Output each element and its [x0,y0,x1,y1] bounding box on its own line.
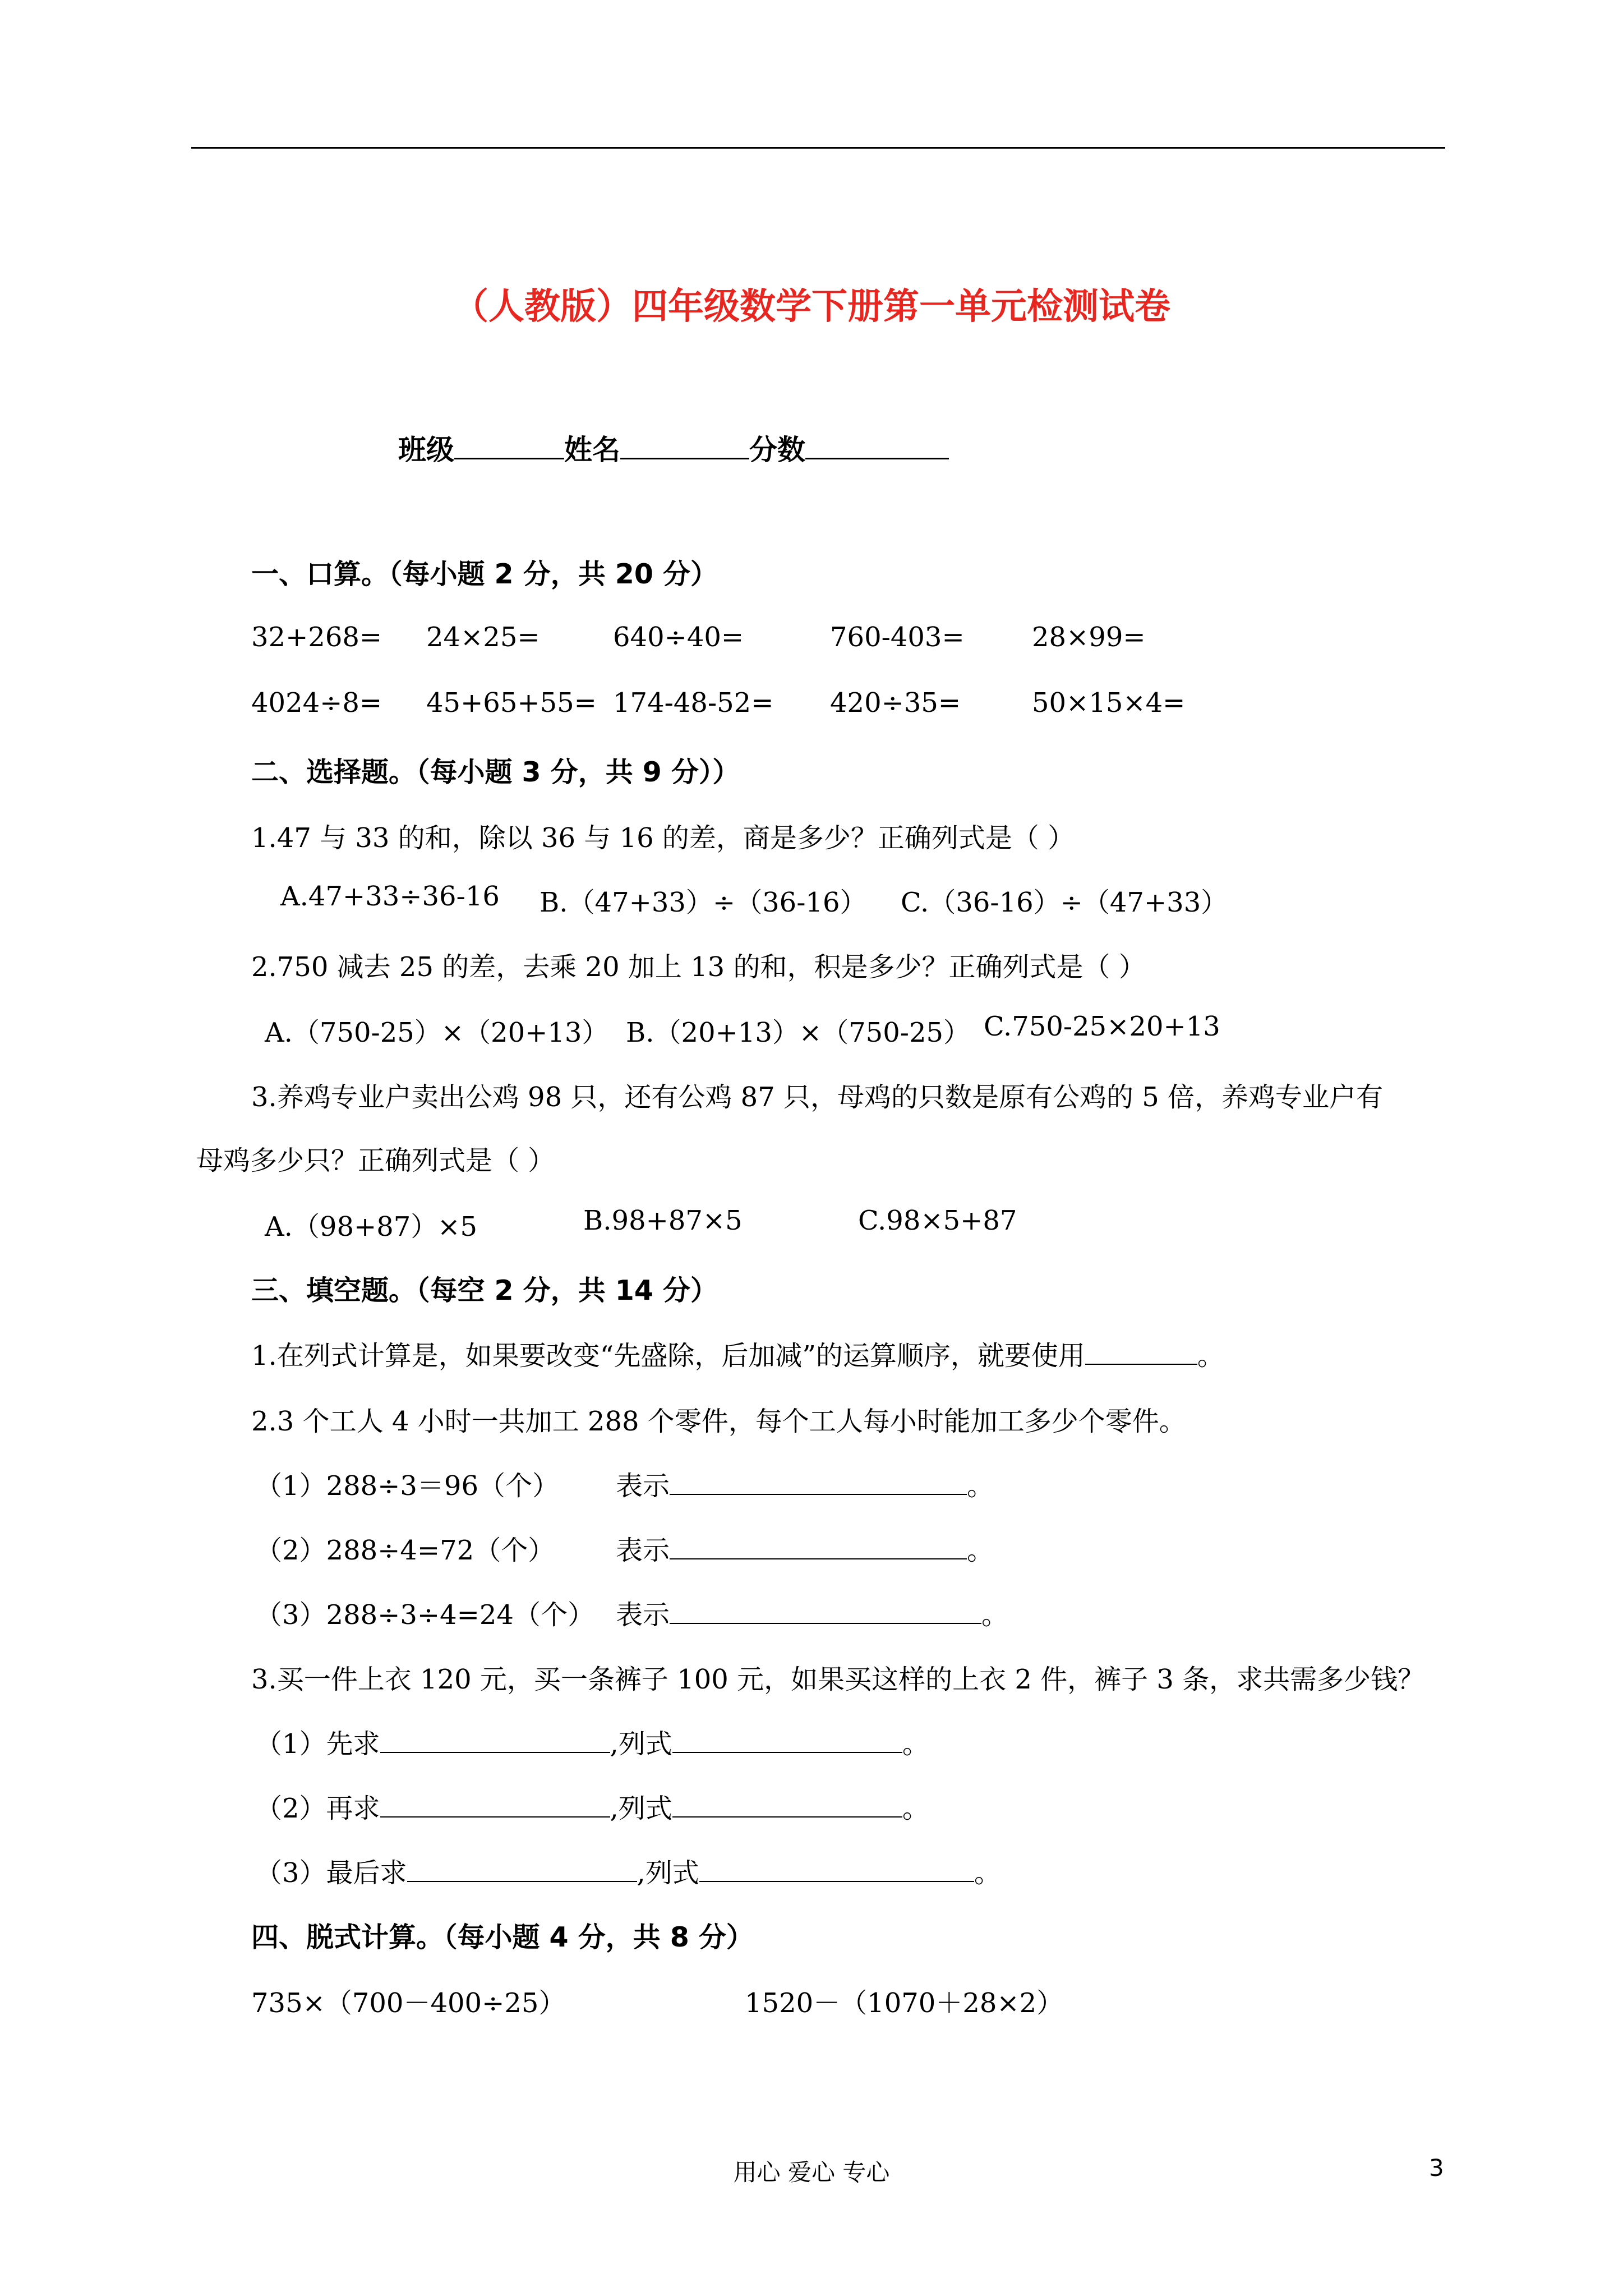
fill-step [255,1722,929,1761]
period: 。 [981,1599,1009,1631]
page-number: 3 [1429,2154,1444,2182]
fill-item: （2）288÷4=72（个） [255,1535,555,1566]
answer-blank[interactable] [670,1471,967,1495]
fill-step [255,1787,929,1825]
choice-option[interactable]: A.47+33÷36-16 [280,881,500,912]
choice-option[interactable]: B.98+87×5 [583,1205,743,1236]
oral-item: 760-403= [830,622,965,653]
calc-expression: 1520－（1070＋28×2） [745,1987,1064,2019]
oral-item: 45+65+55= [426,687,597,719]
choice-option[interactable]: A.（98+87）×5 [265,1211,478,1243]
choice-question-1: 1.47 与 33 的和，除以 36 与 16 的差，商是多少？正确列式是（ ） [251,822,1075,854]
answer-blank[interactable] [672,1794,902,1818]
period: 。 [967,1470,994,1502]
formula-label: ,列式 [610,1793,672,1824]
formula-label: ,列式 [610,1728,672,1760]
choice-option[interactable]: A.（750-25）×（20+13） [265,1017,609,1048]
fill-question-3: 3.买一件上衣 120 元，买一条裤子 100 元，如果买这样的上衣 2 件，裤子 3 条，求共需多少钱？ [251,1664,1425,1695]
page-title: （人教版）四年级数学下册第一单元检测试卷 [453,286,1170,328]
score-blank[interactable] [805,434,949,459]
fill-step [255,1851,1001,1890]
choice-question-3: 3.养鸡专业户卖出公鸡 98 只，还有公鸡 87 只，母鸡的只数是原有公鸡的 5 倍，养鸡专业户有 [251,1082,1384,1113]
choice-option[interactable]: C.750-25×20+13 [984,1011,1220,1042]
choice-option[interactable]: C.98×5+87 [858,1205,1017,1236]
choice-question-2: 2.750 减去 25 的差，去乘 20 加上 13 的和，积是多少？正确列式是（ ） [251,951,1146,983]
choice-option[interactable]: B.（20+13）×（750-25） [626,1017,971,1048]
step-label: （3）最后求 [255,1857,407,1889]
fill-question-1-text: 1.在列式计算是，如果要改变“先盛除，后加减”的运算顺序，就要使用 [251,1340,1085,1372]
answer-blank[interactable] [670,1600,981,1624]
header-rule [191,147,1445,149]
period: 。 [902,1728,929,1760]
answer-blank[interactable] [699,1858,974,1882]
choice-option[interactable]: C.（36-16）÷（47+33） [901,887,1228,918]
section-2-heading: 二、选择题。（每小题 3 分，共 9 分）） [251,756,740,788]
answer-blank[interactable] [1085,1341,1197,1365]
oral-item: 50×15×4= [1032,687,1186,719]
class-blank[interactable] [454,434,564,459]
section-1-heading: 一、口算。（每小题 2 分，共 20 分） [251,558,718,590]
means-label: 表示 [616,1470,670,1502]
answer-blank[interactable] [380,1794,610,1818]
step-label: （1）先求 [255,1728,380,1760]
score-label: 分数 [749,434,805,466]
class-label: 班级 [398,434,454,466]
name-label: 姓名 [564,434,620,466]
means-label: 表示 [616,1535,670,1566]
period: 。 [974,1857,1001,1889]
answer-blank[interactable] [672,1729,902,1753]
choice-option[interactable]: B.（47+33）÷（36-16） [540,887,867,918]
oral-item: 32+268= [251,622,382,653]
oral-item: 640÷40= [613,622,744,653]
means-label: 表示 [616,1599,670,1631]
footer-motto: 用心 爱心 专心 [733,2159,890,2186]
choice-question-3-cont: 母鸡多少只？正确列式是（ ） [196,1145,555,1176]
calc-expression: 735×（700－400÷25） [251,1987,566,2019]
oral-item: 174-48-52= [613,687,774,719]
period: 。 [967,1535,994,1566]
fill-item: （1）288÷3＝96（个） [255,1470,559,1502]
fill-item: （3）288÷3÷4=24（个） [255,1599,594,1631]
fill-item-answer [616,1593,1008,1632]
oral-item: 28×99= [1032,622,1146,653]
oral-item: 420÷35= [830,687,961,719]
period: 。 [1197,1340,1224,1372]
fill-item-answer [616,1464,994,1503]
answer-blank[interactable] [670,1536,967,1559]
section-4-heading: 四、脱式计算。（每小题 4 分，共 8 分） [251,1921,754,1953]
formula-label: ,列式 [637,1857,699,1889]
fill-question-1 [251,1334,1224,1373]
name-blank[interactable] [620,434,749,459]
fill-question-2: 2.3 个工人 4 小时一共加工 288 个零件，每个工人每小时能加工多少个零件。 [251,1406,1186,1437]
answer-blank[interactable] [380,1729,610,1753]
section-3-heading: 三、填空题。（每空 2 分，共 14 分） [251,1274,718,1306]
period: 。 [902,1793,929,1824]
student-info-line [398,427,949,468]
oral-item: 24×25= [426,622,540,653]
step-label: （2）再求 [255,1793,380,1824]
fill-item-answer [616,1529,994,1567]
oral-item: 4024÷8= [251,687,382,719]
answer-blank[interactable] [407,1858,637,1882]
